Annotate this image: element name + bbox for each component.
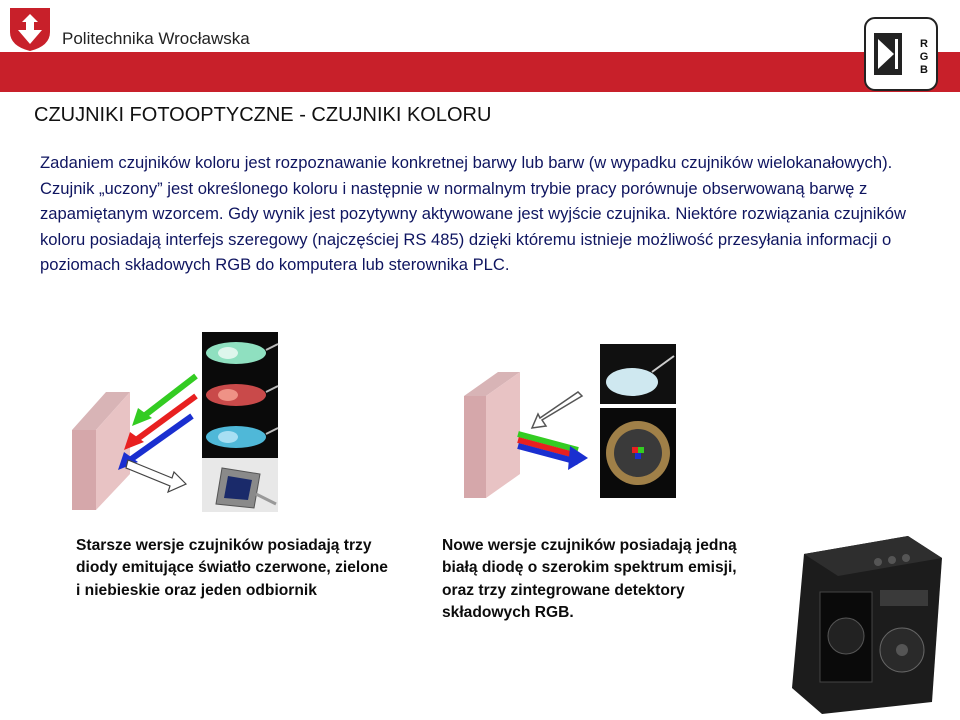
rgb-logo-letter: B bbox=[920, 64, 928, 76]
green-led-photo bbox=[202, 332, 278, 374]
rgb-logo-letter: R bbox=[920, 38, 928, 50]
university-crest-icon bbox=[8, 6, 52, 52]
red-led-photo bbox=[202, 374, 278, 416]
new-sensor-illustration bbox=[462, 342, 678, 500]
slide-body-text: Zadaniem czujników koloru jest rozpoznawanie konkretnej barwy lub barw (w wypadku czujników wielokanałowych). Czujnik „uczony” jest określonego koloru i następnie w normalnym trybie pracy porównuje obserwowaną barwę z zapamiętanym wzorcem. Gdy wynik jest pozytywny aktywowane jest wyjście czujnika. Niektóre rozwiązania czujników koloru posiadają interfejs szeregowy (najczęściej RS 485) dzięki któremu istnieje możliwość przesyłania informacji o poziomach składowych RGB do komputera lub sterownika PLC. bbox=[40, 153, 906, 275]
old-sensor-illustration bbox=[70, 328, 290, 514]
photodiode-receiver-photo bbox=[202, 458, 278, 512]
white-light-arrow bbox=[532, 392, 582, 428]
white-led-photo bbox=[600, 344, 676, 404]
slide-title: CZUJNIKI FOTOOPTYCZNE - CZUJNIKI KOLORU bbox=[34, 104, 492, 126]
target-surface-front bbox=[72, 430, 96, 510]
caption-old-sensors: Starsze wersje czujników posiadają trzy diody emitujące światło czerwone, zielone i niebieskie oraz jeden odbiornik bbox=[76, 537, 388, 599]
university-name: Politechnika Wrocławska bbox=[62, 29, 250, 48]
reflected-light-arrow bbox=[126, 460, 186, 492]
rgb-detector-photo bbox=[600, 408, 676, 498]
industrial-color-sensor-photo bbox=[782, 532, 952, 718]
rgb-sensor-logo-icon bbox=[864, 17, 938, 91]
rgb-reflected-arrows bbox=[518, 434, 588, 470]
caption-new-sensors: Nowe wersje czujników posiadają jedną białą diodę o szerokim spektrum emisji, oraz trzy zintegrowane detektory składowych RGB. bbox=[442, 537, 737, 622]
header-red-stripe bbox=[0, 52, 960, 92]
target-surface-front bbox=[464, 396, 486, 498]
rgb-logo-letter: G bbox=[919, 51, 929, 63]
blue-led-photo bbox=[202, 416, 278, 458]
